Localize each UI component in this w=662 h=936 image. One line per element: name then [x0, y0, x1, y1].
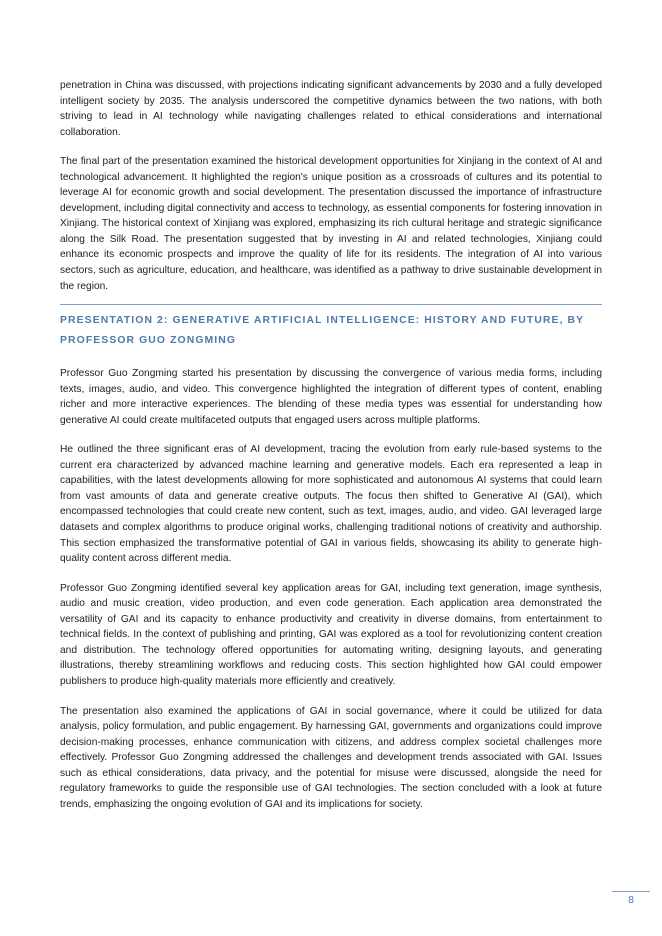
body-paragraph: The final part of the presentation examined the historical development opportunities for Xinjiang in the context of AI and technological advancement. It highlighted the region's unique position as a crossroads of cultures and its potential to leverage AI for economic growth and social development. The presentation discussed the importance of infrastructure development, including digital connectivity and access to technology, as essential components for fostering innovation in Xinjiang. The historical context of Xinjiang was explored, emphasizing its rich cultural heritage and strategic significance along the Silk Road. The presentation suggested that by investing in AI and related technologies, Xinjiang could enhance its economic prospects and improve the quality of life for its residents. The integration of AI into various sectors, such as agriculture, education, and healthcare, was identified as a pathway to drive sustainable development in the region.: [60, 156, 602, 292]
footer-divider: [612, 891, 650, 892]
body-paragraph: penetration in China was discussed, with projections indicating significant advancements by 2030 and a fully developed intelligent society by 2035. The analysis underscored the competitive dynamics between the two nations, with both striving to lead in AI technology while navigating challenges related to ethical considerations and international collaboration.: [60, 80, 602, 138]
body-paragraph: Professor Guo Zongming identified several key application areas for GAI, including text generation, image synthesis, audio and music creation, video production, and even code generation. Each application area demonstrated the versatility of GAI and its capacity to enhance productivity and creativity in diverse domains, from entertainment to technical fields. In the context of publishing and printing, GAI was explored as a tool for revolutionizing content creation and distribution. The technology offered opportunities for automating writing, designing layouts, and generating illustrations, thereby streamlining workflows and reducing costs. This section highlighted how GAI could empower publishers to produce high-quality materials more efficiently and creatively.: [60, 582, 602, 687]
body-paragraph: The presentation also examined the applications of GAI in social governance, where it could be utilized for data analysis, policy formulation, and public engagement. By harnessing GAI, governments and organizations could improve decision-making processes, enhance communication with citizens, and address complex societal challenges more effectively. Professor Guo Zongming addressed the challenges and development trends associated with GAI. Issues such as ethical considerations, data privacy, and the potential for misuse were discussed, alongside the need for regulatory frameworks to guide the responsible use of GAI technologies. The section concluded with a look at future trends, emphasizing the ongoing evolution of GAI and its implications for society.: [60, 705, 602, 810]
section-heading: PRESENTATION 2: GENERATIVE ARTIFICIAL INTELLIGENCE: HISTORY AND FUTURE, BY PROFESSOR GUO ZONGMING: [60, 315, 584, 347]
body-paragraph: He outlined the three significant eras of AI development, tracing the evolution from early rule-based systems to the current era characterized by advanced machine learning and generative models. Each era represented a leap in capabilities, with the latest developments allowing for more sophisticated and autonomous AI systems that could learn from vast amounts of data and generate creative outputs. The focus then shifted to Generative AI (GAI), which encompassed technologies that could create new content, such as text, images, audio, and video. GAI leveraged large datasets and complex algorithms to produce original works, challenging traditional notions of creativity and authorship. This section emphasized the transformative potential of GAI in various fields, showcasing its ability to generate high-quality content across different media.: [60, 444, 602, 565]
page-number: 8: [628, 894, 634, 906]
body-paragraph: Professor Guo Zongming started his presentation by discussing the convergence of various media forms, including texts, images, audio, and video. This convergence highlighted the integration of different types of content, enabling richer and more interactive experiences. The blending of these media types was essential for understanding how generative AI could create multifaceted outputs that engaged users across multiple platforms.: [60, 368, 602, 426]
section-divider: [60, 304, 602, 305]
page-content: [60, 78, 602, 812]
